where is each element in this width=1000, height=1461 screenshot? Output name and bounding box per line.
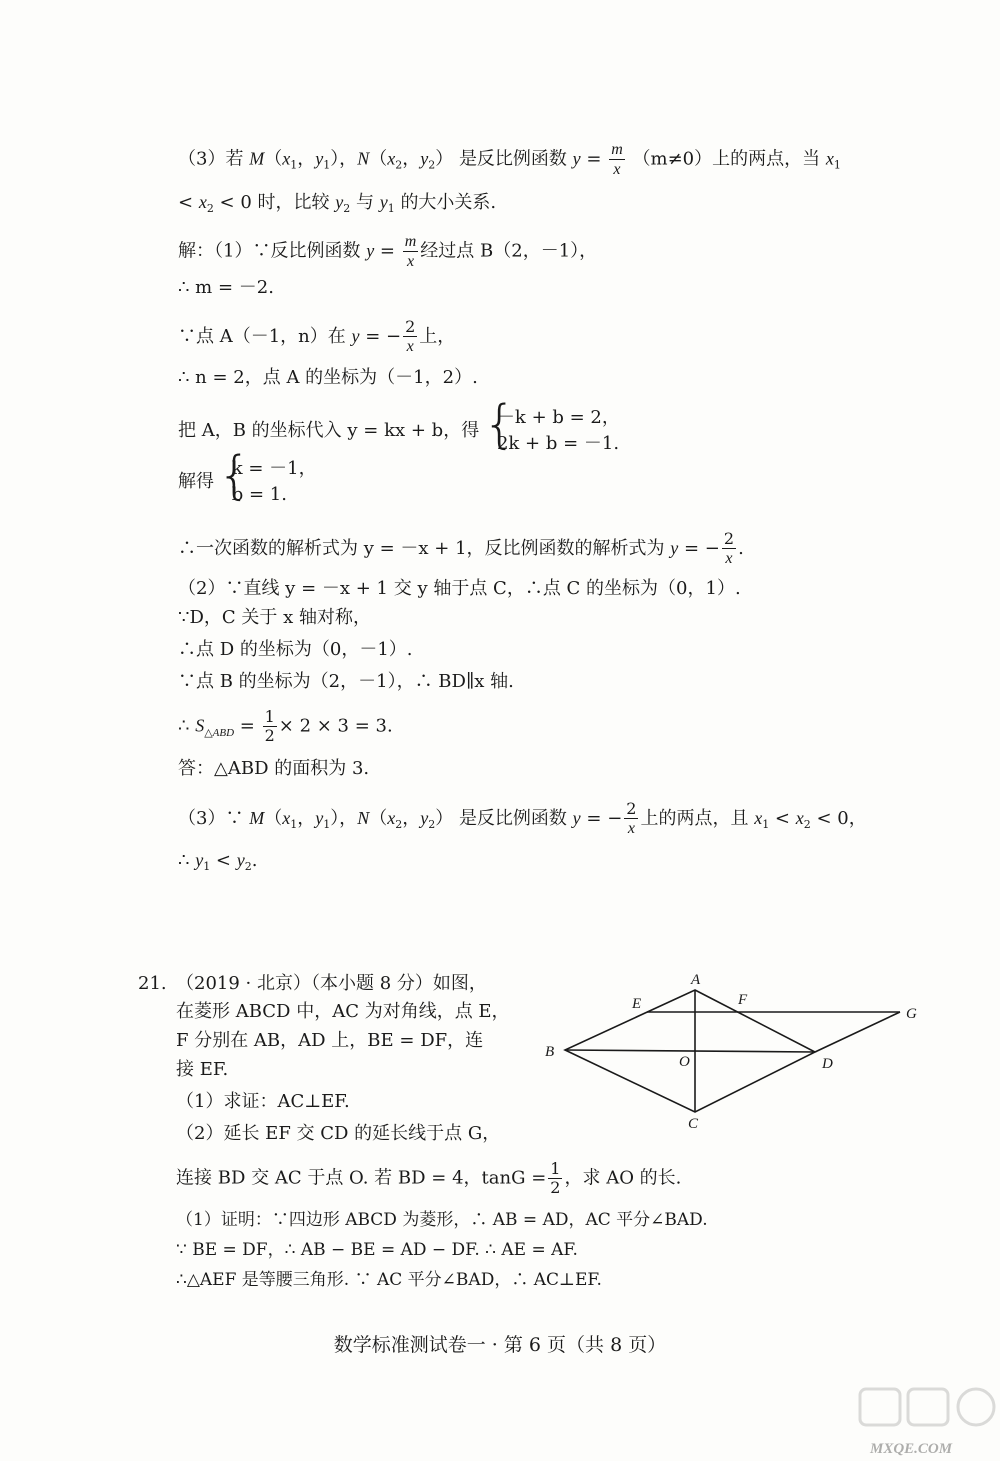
p21-proof-l1: （1）证明：∵四边形 ABCD 为菱形，∴ AB = AD，AC 平分∠BAD. bbox=[176, 1210, 708, 1230]
p20-part2-l2: ∵D，C 关于 x 轴对称， bbox=[178, 607, 371, 628]
p21-q3: 连接 BD 交 AC 于点 O. 若 BD = 4，tanG = $\frac{1}{2}$ ，求 AO 的长. bbox=[176, 1159, 682, 1197]
svg-text:MXQE.COM: MXQE.COM bbox=[870, 1441, 953, 1457]
p20-area-line: ∴ $S_{\triangle ABD}$ = $\frac{1}{2}$ × 2 × 3 = 3. bbox=[178, 707, 393, 745]
label-e: E bbox=[632, 996, 642, 1012]
label-d: D bbox=[822, 1056, 833, 1072]
watermark-logo bbox=[820, 1385, 1000, 1461]
label-a: A bbox=[691, 972, 701, 988]
p20-part2-l3: ∴点 D 的坐标为（0，－1）. bbox=[178, 639, 413, 660]
p20-solve-line: 解得 { k = －1， b = 1. bbox=[178, 456, 317, 508]
label-c: C bbox=[688, 1116, 699, 1132]
label-o: O bbox=[679, 1054, 690, 1070]
page-footer: 数学标准测试卷一 · 第 6 页（共 8 页） bbox=[333, 1334, 667, 1356]
p21-stem-l4: 接 EF. bbox=[176, 1059, 229, 1080]
p20-line-m: ∴ m = －2. bbox=[178, 277, 274, 298]
line-dg bbox=[815, 1012, 900, 1052]
p21-proof-l2: ∵ BE = DF，∴ AB − BE = AD − DF. ∴ AE = AF. bbox=[176, 1240, 578, 1260]
p21-proof-l3: ∴△AEF 是等腰三角形. ∵ AC 平分∠BAD，∴ AC⊥EF. bbox=[176, 1270, 602, 1290]
system-of-equations-1: { －k + b = 2， 2k + b = －1. bbox=[485, 405, 620, 457]
p20-conclusion: ∴一次函数的解析式为 y = －x + 1，反比例函数的解析式为 y = − $\frac{2}{x}$ . bbox=[178, 529, 744, 567]
p21-stem-l3: F 分别在 AB，AD 上，BE = DF，连 bbox=[176, 1030, 484, 1051]
diagonal-bd bbox=[565, 1050, 815, 1052]
p20-part2-l4: ∵点 B 的坐标为（2，－1），∴ BD∥x 轴. bbox=[178, 671, 514, 692]
p21-stem-l2: 在菱形 ABCD 中，AC 为对角线，点 E， bbox=[176, 1001, 510, 1022]
p21-stem-l1: （2019 · 北京）（本小题 8 分）如图， bbox=[176, 973, 487, 994]
system-of-equations-2: { k = －1， b = 1. bbox=[220, 456, 317, 508]
p21-number: 21. bbox=[138, 973, 167, 994]
rhombus-figure bbox=[535, 965, 925, 1135]
p20-part3-line1: （3）若 $M(x_1$，$y_1$），$N(x_2$，$y_2$） 是反比例函数 y = $\frac{m}{x}$ （m≠0）上的两点，当 $x_1$ bbox=[178, 141, 841, 178]
p20-part3-concl: ∴ $y_1 < y_2$. bbox=[178, 850, 258, 873]
p20-line-n: ∴ n = 2，点 A 的坐标为（－1，2）. bbox=[178, 367, 478, 388]
p20-part3-line2: < $x_2 < 0$ 时，比较 $y_2$ 与 $y_1$ 的大小关系. bbox=[178, 192, 497, 215]
p21-q2: （2）延长 EF 交 CD 的延长线于点 G， bbox=[176, 1123, 501, 1144]
p20-sol-line1: 解：（1）∵反比例函数 y = $\frac{m}{x}$ 经过点 B（2，－1）， bbox=[178, 233, 598, 270]
p21-q1: （1）求证：AC⊥EF. bbox=[176, 1091, 350, 1112]
p20-answer: 答：△ABD 的面积为 3. bbox=[178, 758, 370, 779]
label-b: B bbox=[545, 1044, 555, 1060]
p20-part2-l1: （2）∵直线 y = －x + 1 交 y 轴于点 C，∴点 C 的坐标为（0，1）. bbox=[178, 578, 741, 599]
label-f: F bbox=[738, 992, 748, 1008]
p20-line-A: ∵点 A（－1，n）在 y = − $\frac{2}{x}$ 上， bbox=[178, 317, 456, 355]
p20-part3-sol: （3）∵ $M(x_1$，$y_1$），$N(x_2$，$y_2$） 是反比例函数 y = − $\frac{2}{x}$ 上的两点，且 $x_1 < x_2 < 0$， bbox=[178, 799, 867, 837]
label-g: G bbox=[906, 1006, 917, 1022]
p20-sub-line: 把 A，B 的坐标代入 y = kx + b，得 { －k + b = 2， 2k + b = －1. bbox=[178, 405, 620, 457]
